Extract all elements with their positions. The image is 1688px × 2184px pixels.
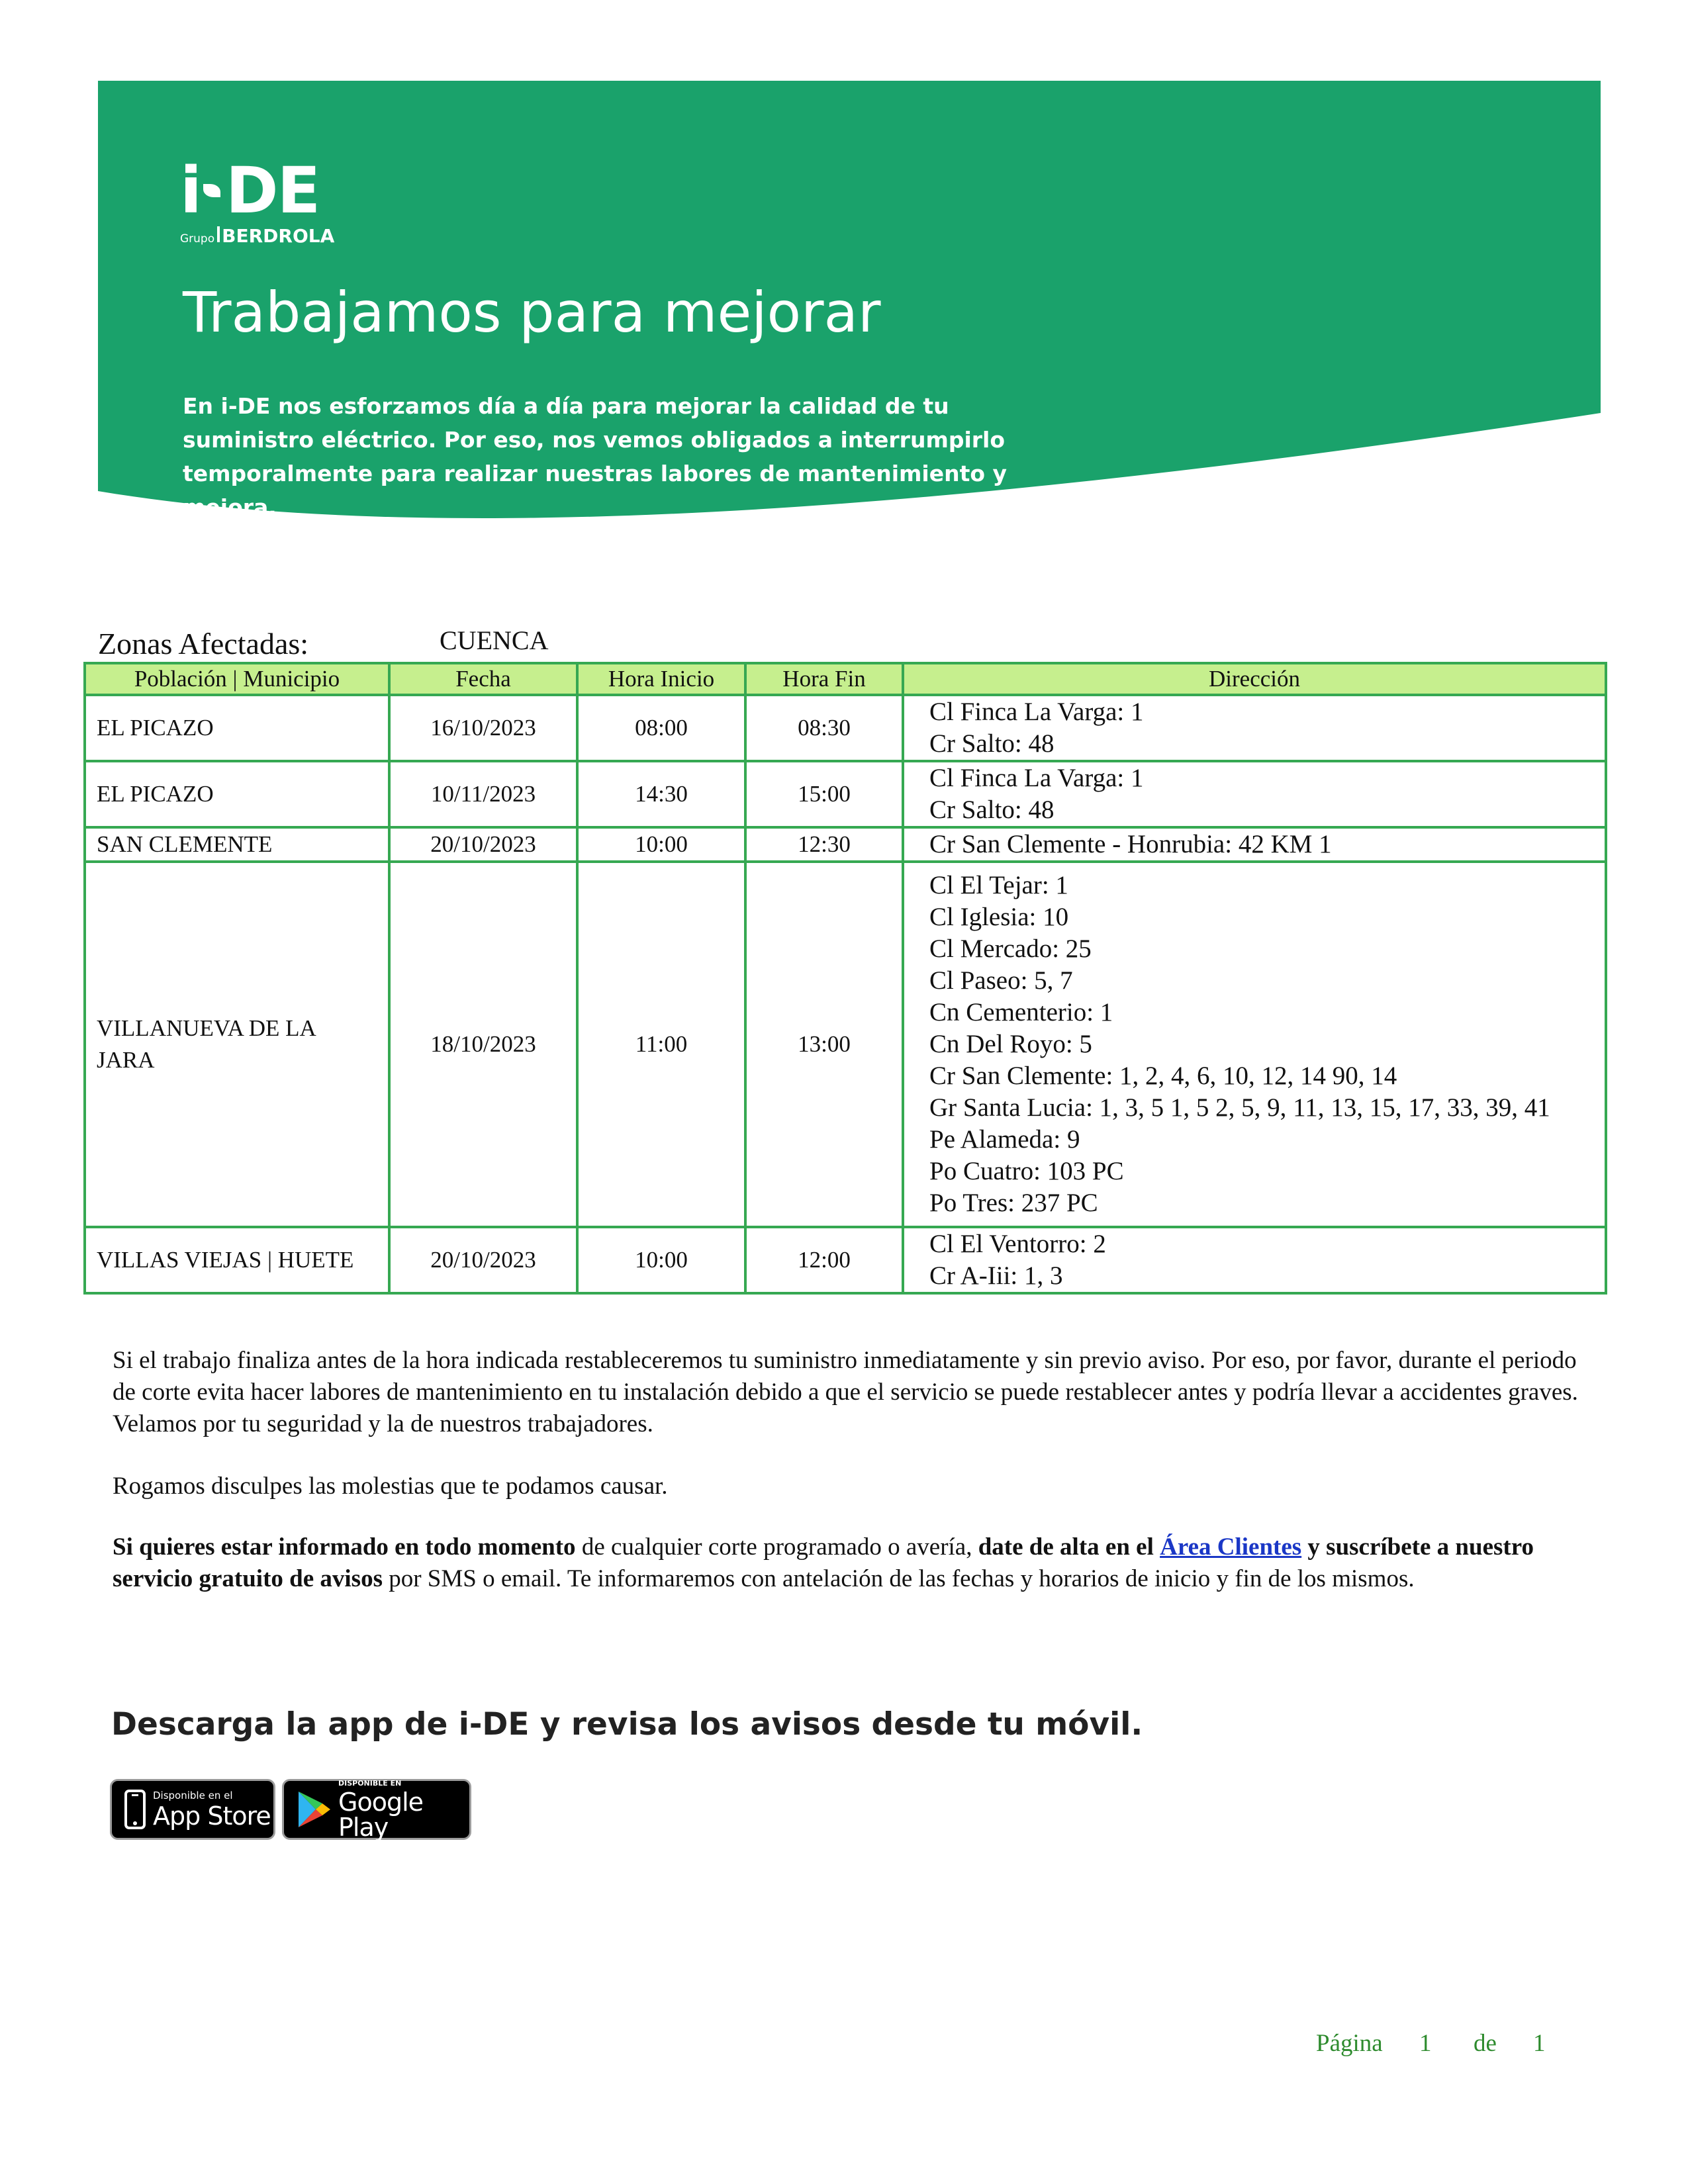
- banner-title: Trabajamos para mejorar: [183, 280, 881, 345]
- table-body: [85, 695, 1606, 1293]
- page-total: 1: [1533, 2030, 1546, 2057]
- logo-prefix: i: [180, 154, 201, 228]
- cell-hora-inicio: 11:00: [577, 862, 745, 1227]
- page-of-label: de: [1474, 2030, 1497, 2057]
- google-play-icon: [296, 1790, 332, 1829]
- cell-direccion: [903, 761, 1606, 827]
- address-line: Gr Santa Lucia: 1, 3, 5 1, 5 2, 5, 9, 11, 13, 15, 17, 33, 39, 41: [929, 1093, 1550, 1122]
- table-row: [85, 761, 1606, 827]
- cell-hora-fin: 12:30: [745, 827, 903, 862]
- app-store-small-label: Disponible en el: [153, 1789, 233, 1801]
- phone-icon: [124, 1789, 146, 1830]
- address-line: Cr A-Iii: 1, 3: [929, 1261, 1063, 1290]
- app-store-label: App Store: [153, 1801, 271, 1831]
- table-row: [85, 862, 1606, 1227]
- google-play-small-label: DISPONIBLE EN: [338, 1778, 402, 1788]
- cell-hora-fin: 15:00: [745, 761, 903, 827]
- logo-main: DE: [225, 154, 320, 228]
- cell-hora-inicio: 10:00: [577, 827, 745, 862]
- cell-fecha: 20/10/2023: [389, 1227, 577, 1293]
- cell-hora-fin: 13:00: [745, 862, 903, 1227]
- banner-text: En i-DE nos esforzamos día a día para mejorar la calidad de tu suministro eléctrico. Por eso, nos vemos obligados a interrumpirlo temporalmente para realizar nuestras labores de mantenimiento y mejora.: [183, 393, 1008, 520]
- table-row: [85, 695, 1606, 761]
- logo-group: Grupo: [180, 232, 215, 246]
- address-line: Cr San Clemente - Honrubia: 42 KM 1: [929, 830, 1332, 858]
- ide-logo: [180, 154, 335, 247]
- cell-fecha: 16/10/2023: [389, 695, 577, 761]
- notice-paragraph: Si el trabajo finaliza antes de la hora indicada restableceremos tu suministro inmediatamente y sin previo aviso. Por eso, por favor, durante el periodo de corte evita hacer labores de mantenimiento en tu instalación debido a que el servicio se puede restablecer antes y podría llevar a accidentes graves. Velamos por tu seguridad y la de nuestros trabajadores.: [113, 1347, 1578, 1437]
- app-store-button[interactable]: [110, 1779, 275, 1840]
- header-fecha: Fecha: [389, 663, 577, 695]
- table-header-row: [85, 663, 1606, 695]
- address-line: Cn Cementerio: 1: [929, 998, 1113, 1026]
- cell-fecha: 10/11/2023: [389, 761, 577, 827]
- address-line: Po Tres: 237 PC: [929, 1189, 1098, 1217]
- cell-direccion: [903, 1227, 1606, 1293]
- zones-value: CUENCA: [440, 625, 549, 655]
- app-download-title: Descarga la app de i-DE y revisa los avisos desde tu móvil.: [111, 1706, 1143, 1743]
- google-play-button[interactable]: [282, 1779, 471, 1840]
- cell-direccion: [903, 827, 1606, 862]
- address-line: Cr Salto: 48: [929, 796, 1055, 824]
- address-line: Po Cuatro: 103 PC: [929, 1157, 1124, 1185]
- cell-municipio: VILLAS VIEJAS | HUETE: [85, 1227, 389, 1293]
- cell-fecha: 18/10/2023: [389, 862, 577, 1227]
- address-line: Pe Alameda: 9: [929, 1125, 1080, 1154]
- cell-hora-inicio: 14:30: [577, 761, 745, 827]
- area-clientes-link[interactable]: Área Clientes: [1160, 1533, 1302, 1561]
- address-line: Cn Del Royo: 5: [929, 1030, 1092, 1058]
- subscribe-text-2: por SMS o email. Te informaremos con antelación de las fechas y horarios de inicio y fin de los mismos.: [382, 1565, 1415, 1592]
- header-hora-inicio: Hora Inicio: [577, 663, 745, 695]
- cell-fecha: 20/10/2023: [389, 827, 577, 862]
- address-line: Cl Paseo: 5, 7: [929, 966, 1073, 995]
- page-label: Página: [1316, 2030, 1383, 2057]
- subscribe-bold-1: Si quieres estar informado en todo momento: [113, 1533, 576, 1561]
- header-direccion: Dirección: [903, 663, 1606, 695]
- outage-table: [83, 662, 1607, 1295]
- cell-hora-inicio: 10:00: [577, 1227, 745, 1293]
- table-row: [85, 827, 1606, 862]
- leaf-icon: [203, 184, 220, 197]
- cell-hora-inicio: 08:00: [577, 695, 745, 761]
- address-line: Cr San Clemente: 1, 2, 4, 6, 10, 12, 14 90, 14: [929, 1062, 1397, 1090]
- cell-hora-fin: 12:00: [745, 1227, 903, 1293]
- table-row: [85, 1227, 1606, 1293]
- subscribe-bold-3: y suscríbete a nuestro servicio gratuito de avisos: [113, 1533, 1534, 1592]
- address-line: Cl Mercado: 25: [929, 934, 1092, 963]
- cell-hora-fin: 08:30: [745, 695, 903, 761]
- header-municipio: Población | Municipio: [85, 663, 389, 695]
- subscribe-bold-2: date de alta en el: [978, 1533, 1160, 1561]
- address-line: Cl El Tejar: 1: [929, 871, 1068, 899]
- header-hora-fin: Hora Fin: [745, 663, 903, 695]
- address-line: Cl Finca La Varga: 1: [929, 764, 1144, 792]
- cell-municipio: EL PICAZO: [85, 761, 389, 827]
- google-play-label: Google Play: [338, 1787, 424, 1842]
- cell-direccion: [903, 862, 1606, 1227]
- cell-municipio: EL PICAZO: [85, 695, 389, 761]
- address-line: Cl Iglesia: 10: [929, 903, 1069, 931]
- cell-municipio: SAN CLEMENTE: [85, 827, 389, 862]
- subscribe-paragraph: [113, 1531, 1595, 1595]
- apology-paragraph: Rogamos disculpes las molestias que te podamos causar.: [113, 1473, 668, 1500]
- page-number: 1: [1419, 2030, 1432, 2057]
- subscribe-text-1: de cualquier corte programado o avería,: [575, 1533, 978, 1561]
- address-line: Cl Finca La Varga: 1: [929, 698, 1144, 726]
- address-line: Cr Salto: 48: [929, 729, 1055, 758]
- header-banner: [98, 81, 1601, 557]
- cell-direccion: [903, 695, 1606, 761]
- cell-municipio: VILLANUEVA DE LA JARA: [85, 862, 389, 1227]
- address-line: Cl El Ventorro: 2: [929, 1230, 1106, 1258]
- logo-brand: BERDROLA: [222, 225, 335, 247]
- zones-label: Zonas Afectadas:: [98, 627, 309, 660]
